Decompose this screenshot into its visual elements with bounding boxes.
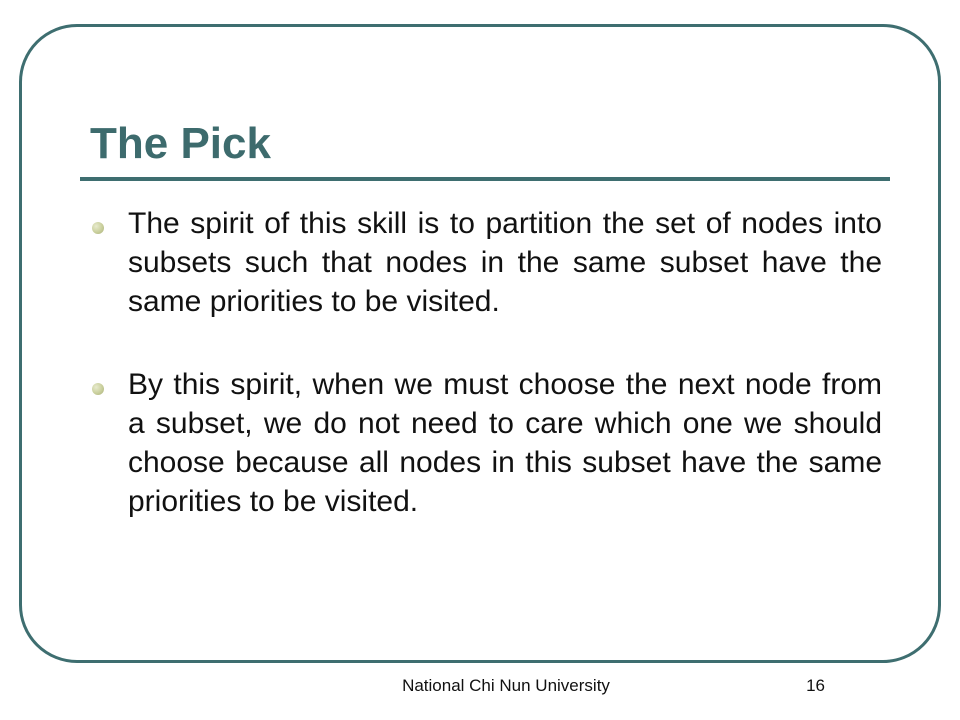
slide-number: 16 (806, 676, 825, 695)
bullet-item (90, 365, 882, 521)
footer-institution: National Chi Nun University (402, 676, 610, 695)
bullet-list (90, 204, 882, 565)
bullet-text: The spirit of this skill is to partition the set of nodes into subsets such that nodes in the same subset have the same priorities to be visited. (128, 207, 882, 318)
bullet-icon (92, 383, 104, 395)
bullet-icon (92, 222, 104, 234)
title-divider (80, 177, 890, 181)
bullet-item (90, 204, 882, 321)
bullet-text: By this spirit, when we must choose the next node from a subset, we do not need to care which one we should choose because all nodes in this subset have the same priorities to be visited. (128, 368, 882, 518)
slide-title: The Pick (90, 119, 271, 168)
